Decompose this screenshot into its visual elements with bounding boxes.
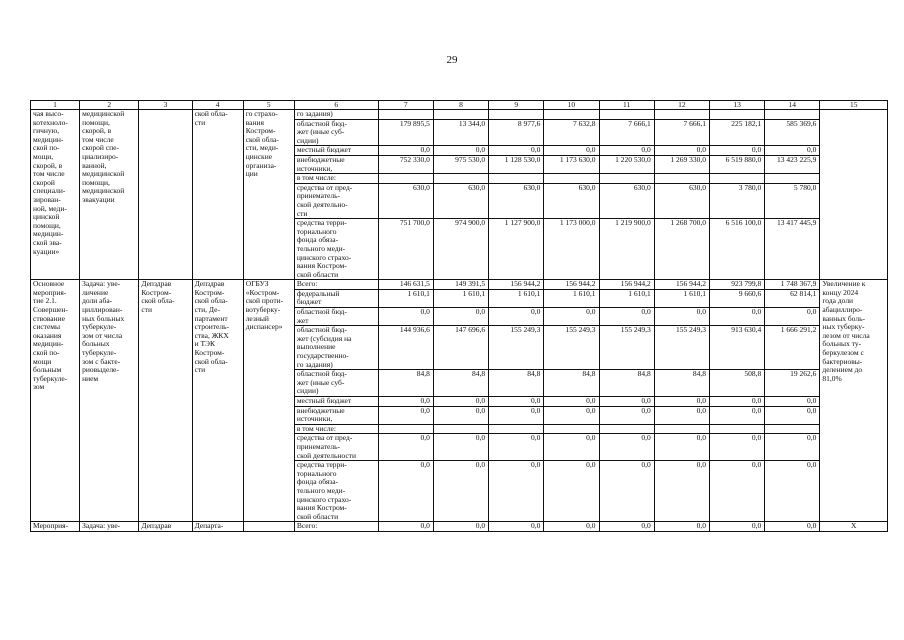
amount-cell: 156 944,2 (654, 280, 709, 290)
amount-cell: 0,0 (433, 434, 488, 461)
amount-cell: 0,0 (544, 308, 599, 326)
amount-cell: 0,0 (709, 146, 764, 156)
column-number: 9 (489, 101, 544, 110)
amount-cell: 751 700,0 (378, 219, 433, 280)
amount-cell: 144 936,6 (378, 326, 433, 370)
column-number: 6 (294, 101, 378, 110)
amount-cell: 84,8 (599, 370, 654, 397)
amount-cell (544, 110, 599, 120)
amount-cell: 62 814,1 (765, 289, 820, 307)
column-number: 13 (709, 101, 764, 110)
amount-cell: 0,0 (489, 461, 544, 522)
amount-cell: 1 748 367,9 (765, 280, 820, 290)
funding-source: средства от пред- принематель- ской деятельности (294, 434, 378, 461)
amount-cell: 0,0 (709, 308, 764, 326)
amount-cell: 7 666,1 (599, 119, 654, 146)
amount-cell: 630,0 (489, 183, 544, 218)
amount-cell: 1 220 530,0 (599, 155, 654, 173)
amount-cell (709, 174, 764, 184)
amount-cell (489, 174, 544, 184)
amount-cell (433, 424, 488, 434)
amount-cell: 1 610,1 (599, 289, 654, 307)
amount-cell: 0,0 (544, 434, 599, 461)
amount-cell: 585 369,6 (765, 119, 820, 146)
cell-2: Задача: уве- (80, 522, 139, 532)
amount-cell: 0,0 (709, 461, 764, 522)
funding-source: средства терри- ториального фонда обяза- тельного меди- цинского страхо- вания Костром- ской области (294, 219, 378, 280)
funding-source: в том числе: (294, 424, 378, 434)
amount-cell: 0,0 (489, 308, 544, 326)
amount-cell (378, 174, 433, 184)
amount-cell: 0,0 (544, 461, 599, 522)
amount-cell: 923 799,8 (709, 280, 764, 290)
amount-cell: 630,0 (544, 183, 599, 218)
funding-source: Всего: (294, 280, 378, 290)
funding-source: областной бюд- жет (иные суб- сидии) (294, 119, 378, 146)
amount-cell: 630,0 (433, 183, 488, 218)
amount-cell: 84,8 (378, 370, 433, 397)
column-number: 4 (192, 101, 243, 110)
column-number: 2 (80, 101, 139, 110)
funding-source: областной бюд- жет (иные суб- сидии) (294, 370, 378, 397)
expected-result: Увеличение к концу 2024 года доли абациллиро- ванных боль- ных туберку- лезом от числа больных ту- беркулезом с бактериовы- делением до 81,0% (820, 280, 888, 522)
funding-source: местный бюджет (294, 397, 378, 407)
amount-cell: 0,0 (599, 434, 654, 461)
cell-1: Мероприя- (31, 522, 80, 532)
amount-cell: 84,8 (489, 370, 544, 397)
funding-source: Всего: (294, 522, 378, 532)
cell-3: Депздрав Костром- ской обла- сти (139, 280, 192, 522)
expected-result: X (820, 522, 888, 532)
amount-cell: 0,0 (709, 434, 764, 461)
amount-cell: 0,0 (654, 406, 709, 424)
amount-cell: 1 610,1 (433, 289, 488, 307)
amount-cell: 0,0 (489, 434, 544, 461)
amount-cell: 0,0 (378, 461, 433, 522)
funding-source: го задания) (294, 110, 378, 120)
amount-cell: 1 173 000,0 (544, 219, 599, 280)
amount-cell: 0,0 (489, 397, 544, 407)
page-number: 29 (446, 54, 458, 66)
amount-cell: 0,0 (378, 522, 433, 532)
amount-cell: 508,8 (709, 370, 764, 397)
amount-cell: 13 423 225,9 (765, 155, 820, 173)
amount-cell: 6 516 100,0 (709, 219, 764, 280)
amount-cell: 7 666,1 (654, 119, 709, 146)
amount-cell: 6 519 880,0 (709, 155, 764, 173)
amount-cell: 0,0 (765, 434, 820, 461)
funding-source: внебюджетные источники, (294, 155, 378, 173)
amount-cell: 0,0 (654, 434, 709, 461)
amount-cell: 8 977,6 (489, 119, 544, 146)
amount-cell (599, 424, 654, 434)
amount-cell: 1 127 900,0 (489, 219, 544, 280)
amount-cell: 155 249,3 (544, 326, 599, 370)
amount-cell: 84,8 (544, 370, 599, 397)
amount-cell: 1 610,1 (544, 289, 599, 307)
amount-cell: 974 900,0 (433, 219, 488, 280)
amount-cell: 913 630,4 (709, 326, 764, 370)
amount-cell: 0,0 (433, 461, 488, 522)
column-number: 10 (544, 101, 599, 110)
column-number: 1 (31, 101, 80, 110)
amount-cell: 630,0 (654, 183, 709, 218)
amount-cell: 0,0 (433, 522, 488, 532)
amount-cell: 0,0 (654, 397, 709, 407)
amount-cell: 0,0 (433, 406, 488, 424)
funding-source: местный бюджет (294, 146, 378, 156)
amount-cell: 13 344,0 (433, 119, 488, 146)
amount-cell: 0,0 (599, 406, 654, 424)
amount-cell: 9 660,6 (709, 289, 764, 307)
amount-cell: 752 330,0 (378, 155, 433, 173)
amount-cell: 0,0 (765, 522, 820, 532)
amount-cell: 0,0 (654, 146, 709, 156)
funding-source: в том числе: (294, 174, 378, 184)
amount-cell (433, 110, 488, 120)
amount-cell (378, 110, 433, 120)
amount-cell: 0,0 (765, 308, 820, 326)
amount-cell: 0,0 (544, 406, 599, 424)
amount-cell (765, 110, 820, 120)
budget-table (30, 100, 888, 532)
funding-source: федеральный бюджет (294, 289, 378, 307)
amount-cell: 0,0 (599, 522, 654, 532)
column-number: 3 (139, 101, 192, 110)
amount-cell: 84,8 (433, 370, 488, 397)
funding-source: внебюджетные источники, (294, 406, 378, 424)
funding-source: областной бюд- жет (субсидия на выполнение государственно- го задания) (294, 326, 378, 370)
amount-cell: 155 249,3 (654, 326, 709, 370)
amount-cell (544, 174, 599, 184)
amount-cell: 7 632,8 (544, 119, 599, 146)
amount-cell: 1 610,1 (489, 289, 544, 307)
amount-cell: 13 417 445,9 (765, 219, 820, 280)
amount-cell: 0,0 (765, 406, 820, 424)
amount-cell (709, 110, 764, 120)
amount-cell: 0,0 (489, 522, 544, 532)
cell-4: Депздрав Костром- ской обла- сти, Де- партамент строитель- ства, ЖКХ и ТЭК Костром- ской обла- сти (192, 280, 243, 522)
amount-cell: 3 780,0 (709, 183, 764, 218)
amount-cell: 0,0 (654, 308, 709, 326)
amount-cell: 0,0 (378, 406, 433, 424)
amount-cell: 0,0 (599, 146, 654, 156)
amount-cell: 0,0 (709, 406, 764, 424)
table-row (31, 110, 888, 120)
amount-cell: 155 249,3 (599, 326, 654, 370)
cell-1: Основное мероприя- тие 2.1. Совершен- ствование системы оказания медицин- ской по- мощи больным туберкуле- зом (31, 280, 80, 522)
cell-5 (243, 522, 294, 532)
amount-cell (654, 424, 709, 434)
column-number: 14 (765, 101, 820, 110)
amount-cell: 179 895,5 (378, 119, 433, 146)
cell-3: Депздрав (139, 522, 192, 532)
funding-source: средства от пред- принематель- ской деятельно- сти (294, 183, 378, 218)
expected-result (820, 110, 888, 280)
funding-source: областной бюд- жет (294, 308, 378, 326)
column-number: 11 (599, 101, 654, 110)
cell-3 (139, 110, 192, 280)
amount-cell (599, 174, 654, 184)
amount-cell: 146 631,5 (378, 280, 433, 290)
amount-cell: 0,0 (599, 461, 654, 522)
amount-cell: 0,0 (765, 397, 820, 407)
amount-cell: 156 944,2 (544, 280, 599, 290)
amount-cell (765, 424, 820, 434)
amount-cell: 975 530,0 (433, 155, 488, 173)
amount-cell: 0,0 (599, 397, 654, 407)
amount-cell (599, 110, 654, 120)
amount-cell: 0,0 (765, 461, 820, 522)
amount-cell: 1 610,1 (654, 289, 709, 307)
amount-cell (489, 110, 544, 120)
table-row (31, 522, 888, 532)
amount-cell: 1 128 530,0 (489, 155, 544, 173)
amount-cell: 1 173 630,0 (544, 155, 599, 173)
amount-cell: 0,0 (378, 434, 433, 461)
cell-2: Задача: уве- личение доли аба- циллирован- ных больных туберкуле- зом от числа больных туберкуле- зом с бакте- риовыделе- нием (80, 280, 139, 522)
amount-cell: 149 391,5 (433, 280, 488, 290)
amount-cell (654, 174, 709, 184)
amount-cell: 1 610,1 (378, 289, 433, 307)
amount-cell: 147 696,6 (433, 326, 488, 370)
amount-cell: 5 780,0 (765, 183, 820, 218)
column-number: 12 (654, 101, 709, 110)
amount-cell: 0,0 (544, 397, 599, 407)
amount-cell: 0,0 (489, 146, 544, 156)
amount-cell (489, 424, 544, 434)
amount-cell: 1 666 291,2 (765, 326, 820, 370)
amount-cell: 155 249,3 (489, 326, 544, 370)
amount-cell (544, 424, 599, 434)
amount-cell: 0,0 (544, 522, 599, 532)
amount-cell (654, 110, 709, 120)
amount-cell: 1 219 900,0 (599, 219, 654, 280)
amount-cell: 0,0 (709, 397, 764, 407)
amount-cell: 19 262,6 (765, 370, 820, 397)
amount-cell: 0,0 (599, 308, 654, 326)
amount-cell: 1 268 700,0 (654, 219, 709, 280)
column-number-header (31, 101, 888, 110)
amount-cell: 0,0 (433, 397, 488, 407)
amount-cell: 0,0 (489, 406, 544, 424)
amount-cell: 0,0 (378, 308, 433, 326)
amount-cell: 0,0 (654, 522, 709, 532)
cell-4: Департа- (192, 522, 243, 532)
amount-cell: 0,0 (765, 146, 820, 156)
amount-cell: 0,0 (378, 146, 433, 156)
column-number: 8 (433, 101, 488, 110)
amount-cell: 0,0 (709, 522, 764, 532)
amount-cell: 630,0 (378, 183, 433, 218)
table-row (31, 280, 888, 290)
column-number: 5 (243, 101, 294, 110)
amount-cell: 156 944,2 (599, 280, 654, 290)
amount-cell: 0,0 (433, 308, 488, 326)
amount-cell: 156 944,2 (489, 280, 544, 290)
table-body (31, 101, 888, 532)
cell-1: чая высо- котехноло- гичную, медицин- ской по- мощи, скорой, в том числе скорой специали- зирован- ной, меди- цинской помощи, медицин- ской эва- куации» (31, 110, 80, 280)
amount-cell (433, 174, 488, 184)
cell-5: го страхо- вания Костром- ской обла- сти, меди- цинские организа- ции (243, 110, 294, 280)
amount-cell (709, 424, 764, 434)
amount-cell: 84,8 (654, 370, 709, 397)
column-number: 7 (378, 101, 433, 110)
cell-2: медицинской помощи, скорой, в том числе скорой спе- циализиро- ванной, медицинской помощи, медицинской эвакуации (80, 110, 139, 280)
cell-5: ОГБУЗ «Костром- ской проти- вотуберку- лезный диспансер» (243, 280, 294, 522)
amount-cell (378, 424, 433, 434)
amount-cell: 630,0 (599, 183, 654, 218)
amount-cell: 0,0 (433, 146, 488, 156)
amount-cell (765, 174, 820, 184)
amount-cell: 0,0 (544, 146, 599, 156)
column-number: 15 (820, 101, 888, 110)
cell-4: ской обла- сти (192, 110, 243, 280)
amount-cell: 0,0 (654, 461, 709, 522)
amount-cell: 1 269 330,0 (654, 155, 709, 173)
funding-source: средства терри- ториального фонда обяза- тельного меди- цинского страхо- вания Костром- ской области (294, 461, 378, 522)
amount-cell: 0,0 (378, 397, 433, 407)
amount-cell: 225 182,1 (709, 119, 764, 146)
